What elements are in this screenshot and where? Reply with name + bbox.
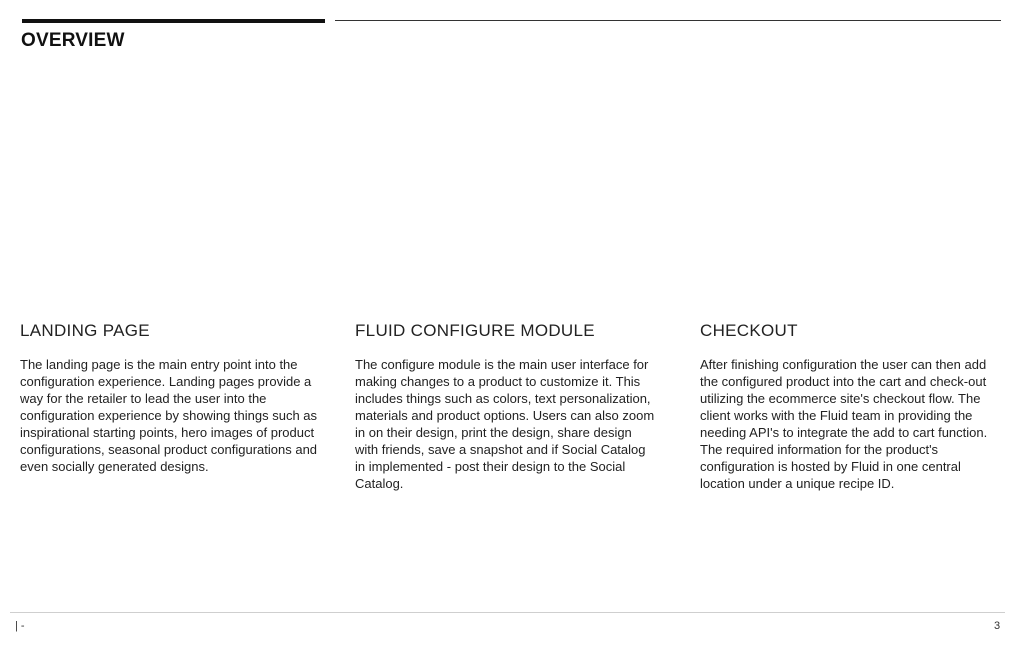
configure-module-description: The configure module is the main user interface for making changes to a product to customize it. This includes things such as colors, text personalization, materials and product options. Users can also zoom in on their design, print the design, share design with friends, save a snapshot and if Social Catalog in implemented - post their design to the Social Catalog.	[355, 357, 655, 491]
header-divider-rule	[335, 20, 1001, 21]
page-title: OVERVIEW	[21, 30, 125, 51]
checkout-heading: CHECKOUT	[700, 321, 798, 340]
landing-page-section	[20, 320, 320, 475]
footer-marker: | -	[15, 620, 25, 632]
footer-divider-rule	[10, 612, 1005, 613]
landing-page-description: The landing page is the main entry point into the configuration experience. Landing pages provide a way for the retailer to lead the user into the configuration experience by showing things such as inspirational starting points, hero images of product configurations, seasonal product configurations and even socially generated designs.	[20, 357, 318, 474]
configure-module-section	[355, 320, 655, 492]
checkout-section	[700, 320, 1000, 492]
checkout-description: After finishing configuration the user can then add the configured product into the cart and check-out utilizing the ecommerce site's checkout flow. The client works with the Fluid team in providing the needing API's to integrate the add to cart function. The required information for the product's configuration is hosted by Fluid in one central location under a unique recipe ID.	[700, 357, 988, 491]
configure-module-heading: FLUID CONFIGURE MODULE	[355, 321, 595, 340]
landing-page-heading: LANDING PAGE	[20, 321, 150, 340]
title-accent-rule	[22, 19, 325, 23]
page-number: 3	[994, 620, 1001, 632]
